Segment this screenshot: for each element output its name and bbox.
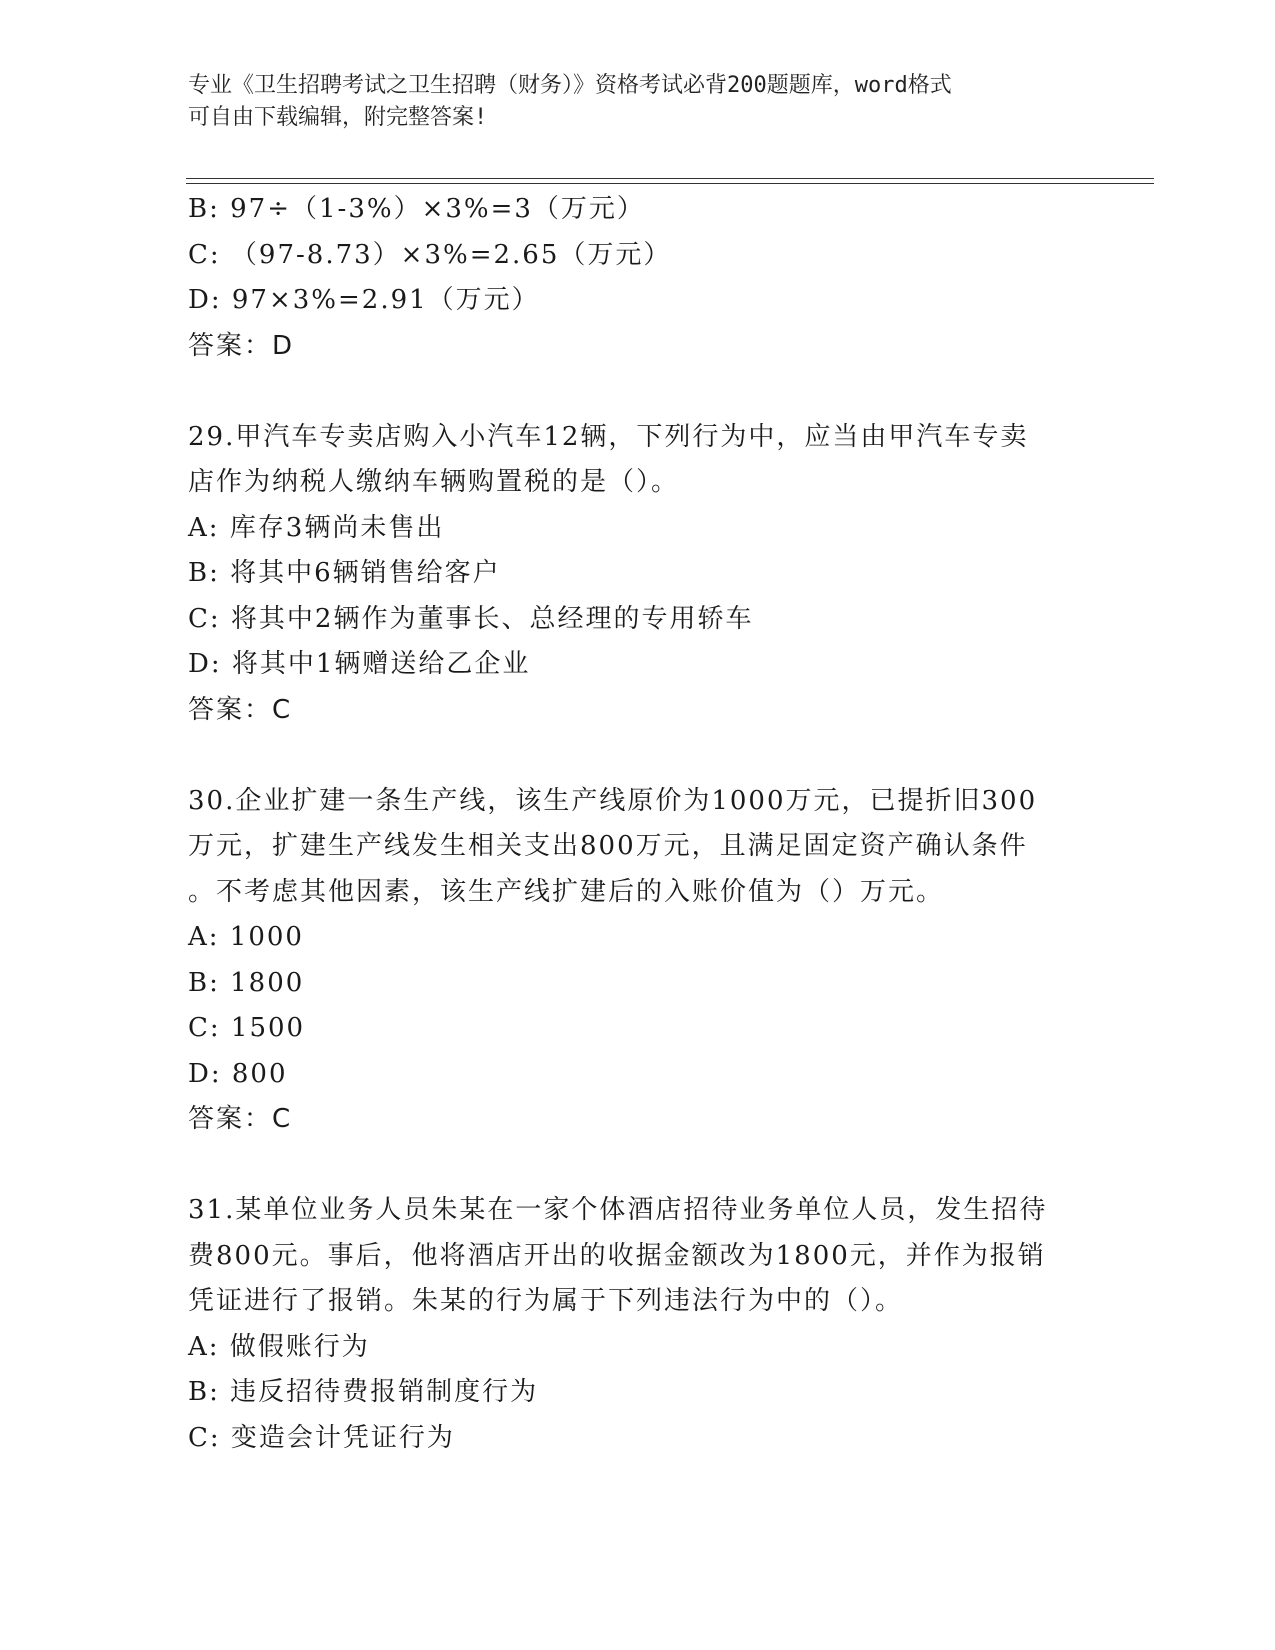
header-title-line2: 可自由下载编辑，附完整答案! [188, 105, 488, 130]
header-divider-secondary [186, 183, 1154, 184]
question-stem-line: 29.甲汽车专卖店购入小汽车12辆，下列行为中，应当由甲汽车专卖 [188, 421, 1029, 452]
question-stem-line: 店作为纳税人缴纳车辆购置税的是（）。 [188, 467, 680, 497]
answer: 答案：D [188, 330, 295, 361]
option-a: A: 1000 [188, 922, 304, 952]
option-c: C: （97-8.73）×3%=2.65（万元） [188, 239, 672, 270]
option-c: C: 1500 [188, 1013, 306, 1043]
option-a: A: 做假账行为 [188, 1331, 370, 1362]
question-28 [188, 187, 1088, 369]
question-stem-line: 万元，扩建生产线发生相关支出800万元，且满足固定资产确认条件 [188, 831, 1028, 861]
question-stem-line: 30.企业扩建一条生产线，该生产线原价为1000万元，已提折旧300 [188, 785, 1038, 816]
option-c: C: 将其中2辆作为董事长、总经理的专用轿车 [188, 603, 754, 634]
spacer [188, 369, 1088, 415]
spacer [188, 1143, 1088, 1189]
header-title-line1: 专业《卫生招聘考试之卫生招聘（财务）》资格考试必背200题题库，word格式 [188, 73, 952, 98]
question-31 [188, 1188, 1088, 1461]
header-divider [186, 178, 1154, 179]
question-stem-line: 31.某单位业务人员朱某在一家个体酒店招待业务单位人员，发生招待 [188, 1195, 1048, 1225]
option-d: D: 97×3%=2.91（万元） [188, 285, 540, 315]
option-d: D: 将其中1辆赠送给乙企业 [188, 649, 531, 679]
answer: 答案：C [188, 694, 293, 725]
question-content [188, 187, 1088, 1461]
question-stem-line: 凭证进行了报销。朱某的行为属于下列违法行为中的（）。 [188, 1286, 904, 1316]
question-stem-line: 费800元。事后，他将酒店开出的收据金额改为1800元，并作为报销 [188, 1240, 1046, 1271]
option-b: B: 97÷（1-3%）×3%=3（万元） [188, 194, 645, 224]
question-stem-line: 。不考虑其他因素，该生产线扩建后的入账价值为（）万元。 [188, 876, 945, 907]
question-29 [188, 415, 1088, 734]
answer: 答案：C [188, 1104, 293, 1134]
option-b: B: 将其中6辆销售给客户 [188, 558, 501, 588]
option-a: A: 库存3辆尚未售出 [188, 512, 445, 543]
option-c: C: 变造会计凭证行为 [188, 1422, 455, 1453]
question-30 [188, 779, 1088, 1143]
spacer [188, 733, 1088, 779]
option-b: B: 违反招待费报销制度行为 [188, 1377, 539, 1407]
option-b: B: 1800 [188, 967, 305, 998]
page-header [188, 70, 1068, 134]
option-d: D: 800 [188, 1058, 288, 1089]
